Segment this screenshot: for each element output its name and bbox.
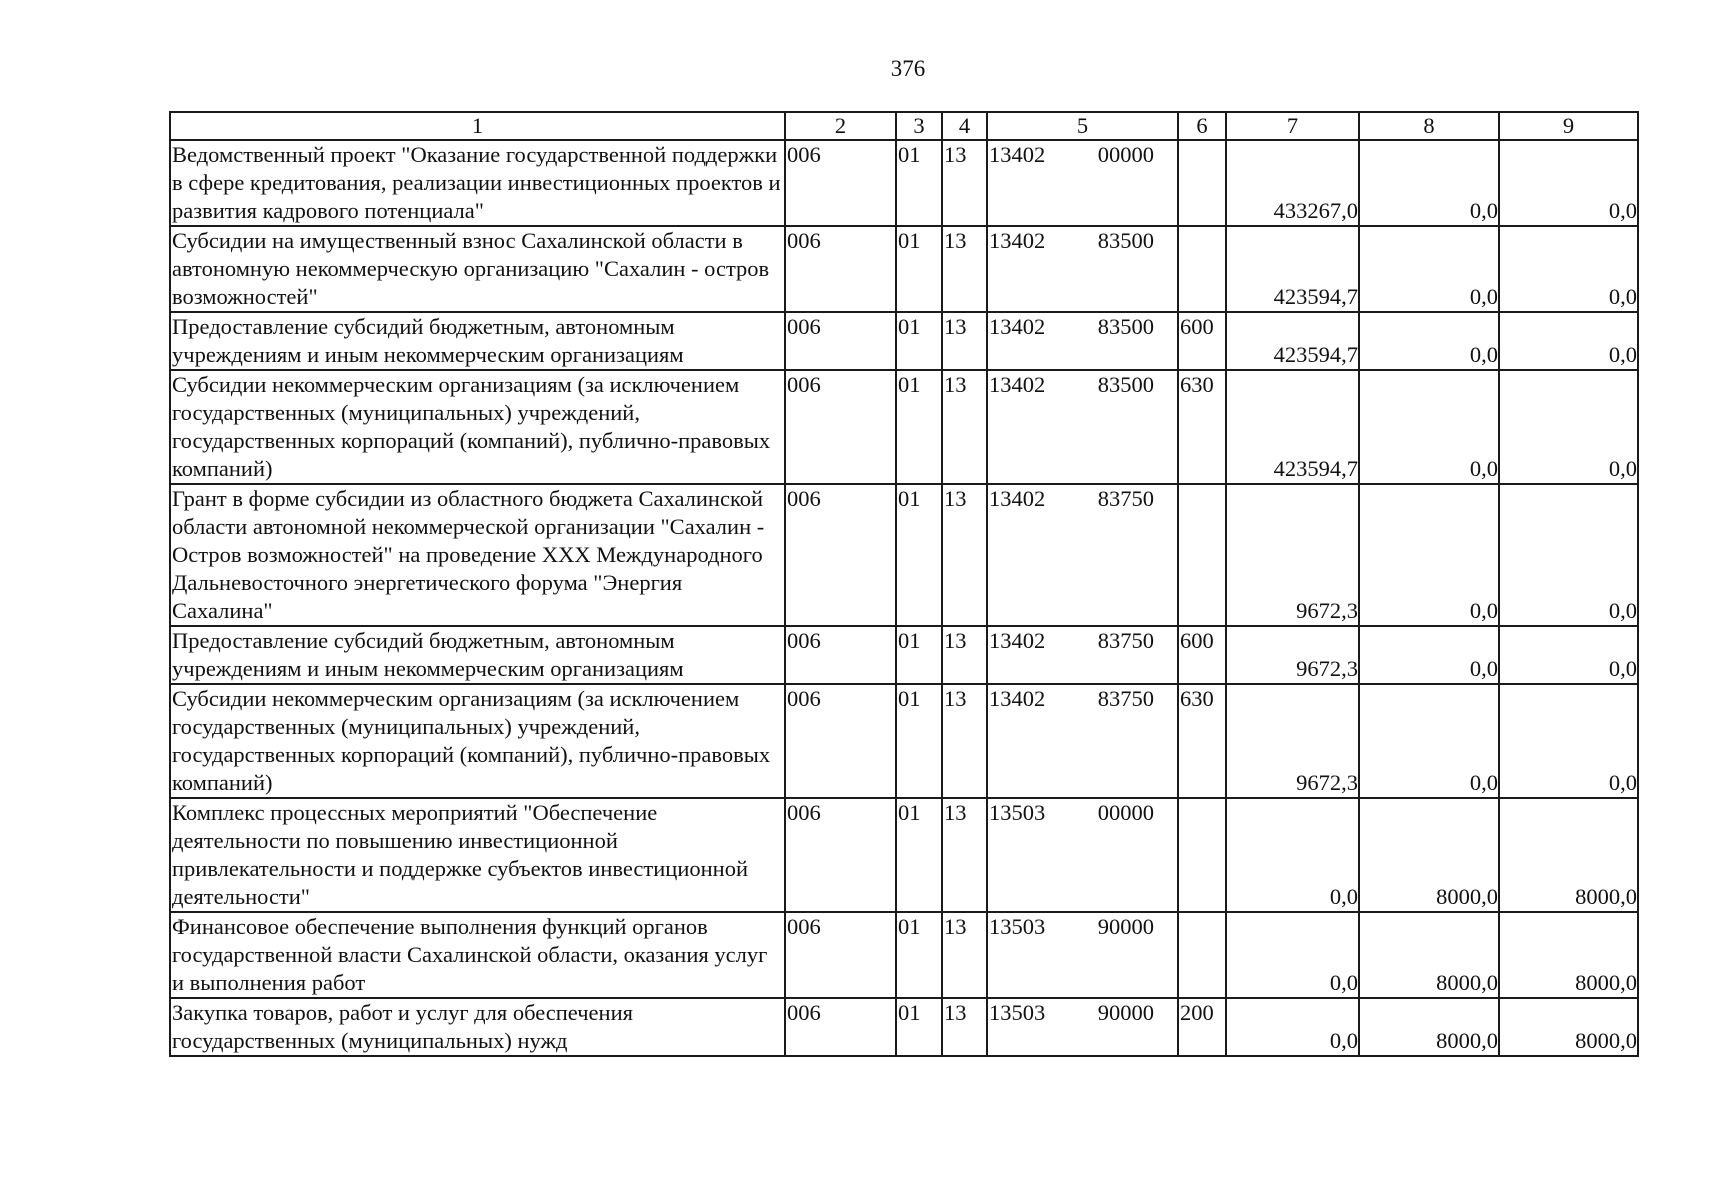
row-sum-3: 0,0 [1499,484,1638,626]
row-direction-code: 83750 [1097,486,1154,511]
row-expense-type: 630 [1178,370,1226,484]
row-target-article [987,626,1178,684]
row-subsection-code: 13 [942,370,987,484]
header-row [170,112,1638,140]
row-sum-1: 9672,3 [1226,626,1359,684]
row-sum-2: 0,0 [1359,626,1499,684]
row-subsection-code: 13 [942,998,987,1056]
row-sum-3: 0,0 [1499,684,1638,798]
row-name: Предоставление субсидий бюджетным, автономным учреждениям и иным некоммерческим организациям [170,312,785,370]
row-expense-type [1178,484,1226,626]
row-name: Закупка товаров, работ и услуг для обеспечения государственных (муниципальных) нужд [170,998,785,1056]
table-header [170,112,1638,140]
table-row [170,140,1638,226]
row-sum-2: 0,0 [1359,140,1499,226]
row-sum-1: 9672,3 [1226,684,1359,798]
row-sum-2: 0,0 [1359,312,1499,370]
header-col-7: 7 [1226,112,1359,140]
row-direction-code: 90000 [1097,914,1154,939]
row-subsection-code: 13 [942,226,987,312]
table-row [170,798,1638,912]
row-sum-2: 0,0 [1359,370,1499,484]
table-row [170,370,1638,484]
row-sum-3: 8000,0 [1499,998,1638,1056]
row-name: Ведомственный проект "Оказание государственной поддержки в сфере кредитования, реализации инвестиционных проектов и развития кадрового потенциала" [170,140,785,226]
row-program-code: 13402 [989,628,1046,653]
row-expense-type: 600 [1178,626,1226,684]
table-row [170,484,1638,626]
row-sum-1: 0,0 [1226,798,1359,912]
header-col-3: 3 [896,112,942,140]
row-admin-code: 006 [785,626,896,684]
row-sum-2: 8000,0 [1359,912,1499,998]
row-admin-code: 006 [785,484,896,626]
row-program-code: 13402 [989,228,1046,253]
row-sum-3: 0,0 [1499,226,1638,312]
row-admin-code: 006 [785,312,896,370]
row-section-code: 01 [896,312,942,370]
row-name: Субсидии некоммерческим организациям (за исключением государственных (муниципальных) учреждений, государственных корпораций (компаний), публично-правовых компаний) [170,370,785,484]
row-name: Предоставление субсидий бюджетным, автономным учреждениям и иным некоммерческим организациям [170,626,785,684]
row-direction-code: 00000 [1097,142,1154,167]
row-subsection-code: 13 [942,912,987,998]
row-section-code: 01 [896,998,942,1056]
row-program-code: 13503 [989,914,1046,939]
header-col-4: 4 [942,112,987,140]
row-direction-code: 00000 [1097,800,1154,825]
row-sum-1: 9672,3 [1226,484,1359,626]
row-target-article [987,684,1178,798]
row-program-code: 13503 [989,800,1046,825]
row-expense-type: 200 [1178,998,1226,1056]
table-row [170,226,1638,312]
row-admin-code: 006 [785,798,896,912]
row-sum-2: 0,0 [1359,226,1499,312]
row-name: Комплекс процессных мероприятий "Обеспечение деятельности по повышению инвестиционной привлекательности и поддержке субъектов инвестиционной деятельности" [170,798,785,912]
row-program-code: 13503 [989,1000,1046,1025]
row-target-article [987,370,1178,484]
row-target-article [987,140,1178,226]
row-direction-code: 83500 [1097,228,1154,253]
row-sum-2: 0,0 [1359,484,1499,626]
row-sum-1: 0,0 [1226,912,1359,998]
header-col-8: 8 [1359,112,1499,140]
row-expense-type [1178,798,1226,912]
row-subsection-code: 13 [942,626,987,684]
row-expense-type: 630 [1178,684,1226,798]
row-program-code: 13402 [989,486,1046,511]
row-direction-code: 83750 [1097,628,1154,653]
row-sum-1: 423594,7 [1226,370,1359,484]
table-row [170,684,1638,798]
row-sum-1: 433267,0 [1226,140,1359,226]
row-direction-code: 83500 [1097,314,1154,339]
row-target-article [987,912,1178,998]
row-admin-code: 006 [785,370,896,484]
row-sum-3: 8000,0 [1499,798,1638,912]
row-target-article [987,998,1178,1056]
row-subsection-code: 13 [942,798,987,912]
row-section-code: 01 [896,684,942,798]
row-target-article [987,798,1178,912]
row-subsection-code: 13 [942,684,987,798]
row-admin-code: 006 [785,912,896,998]
row-sum-3: 0,0 [1499,140,1638,226]
row-name: Грант в форме субсидии из областного бюджета Сахалинской области автономной некоммерческой организации "Сахалин - Остров возможностей" на проведение XXX Международного Дальневосточного энергетического форума "Энергия Сахалина" [170,484,785,626]
row-section-code: 01 [896,226,942,312]
row-section-code: 01 [896,484,942,626]
page-number: 376 [890,56,926,81]
budget-table [169,111,1639,1057]
row-subsection-code: 13 [942,140,987,226]
row-direction-code: 90000 [1097,1000,1154,1025]
row-admin-code: 006 [785,226,896,312]
header-col-9: 9 [1499,112,1638,140]
row-section-code: 01 [896,912,942,998]
row-section-code: 01 [896,370,942,484]
table-row [170,626,1638,684]
row-sum-1: 423594,7 [1226,226,1359,312]
row-section-code: 01 [896,798,942,912]
row-name: Субсидии на имущественный взнос Сахалинской области в автономную некоммерческую организацию "Сахалин - остров возможностей" [170,226,785,312]
row-program-code: 13402 [989,372,1046,397]
row-target-article [987,226,1178,312]
table-body [170,140,1638,1056]
row-section-code: 01 [896,626,942,684]
row-sum-2: 8000,0 [1359,798,1499,912]
row-expense-type [1178,140,1226,226]
row-sum-1: 0,0 [1226,998,1359,1056]
row-admin-code: 006 [785,684,896,798]
row-sum-3: 8000,0 [1499,912,1638,998]
row-sum-2: 8000,0 [1359,998,1499,1056]
header-col-2: 2 [785,112,896,140]
row-name: Субсидии некоммерческим организациям (за исключением государственных (муниципальных) учреждений, государственных корпораций (компаний), публично-правовых компаний) [170,684,785,798]
row-sum-1: 423594,7 [1226,312,1359,370]
header-col-5: 5 [987,112,1178,140]
row-direction-code: 83750 [1097,686,1154,711]
table-row [170,312,1638,370]
row-sum-3: 0,0 [1499,370,1638,484]
row-name: Финансовое обеспечение выполнения функций органов государственной власти Сахалинской области, оказания услуг и выполнения работ [170,912,785,998]
header-col-1: 1 [170,112,785,140]
row-target-article [987,484,1178,626]
row-program-code: 13402 [989,686,1046,711]
row-program-code: 13402 [989,142,1046,167]
row-program-code: 13402 [989,314,1046,339]
row-expense-type [1178,226,1226,312]
row-expense-type [1178,912,1226,998]
row-direction-code: 83500 [1097,372,1154,397]
row-sum-3: 0,0 [1499,626,1638,684]
row-expense-type: 600 [1178,312,1226,370]
table-row [170,998,1638,1056]
header-col-6: 6 [1178,112,1226,140]
row-sum-3: 0,0 [1499,312,1638,370]
row-subsection-code: 13 [942,484,987,626]
row-target-article [987,312,1178,370]
table-row [170,912,1638,998]
row-admin-code: 006 [785,140,896,226]
row-section-code: 01 [896,140,942,226]
row-subsection-code: 13 [942,312,987,370]
row-sum-2: 0,0 [1359,684,1499,798]
row-admin-code: 006 [785,998,896,1056]
